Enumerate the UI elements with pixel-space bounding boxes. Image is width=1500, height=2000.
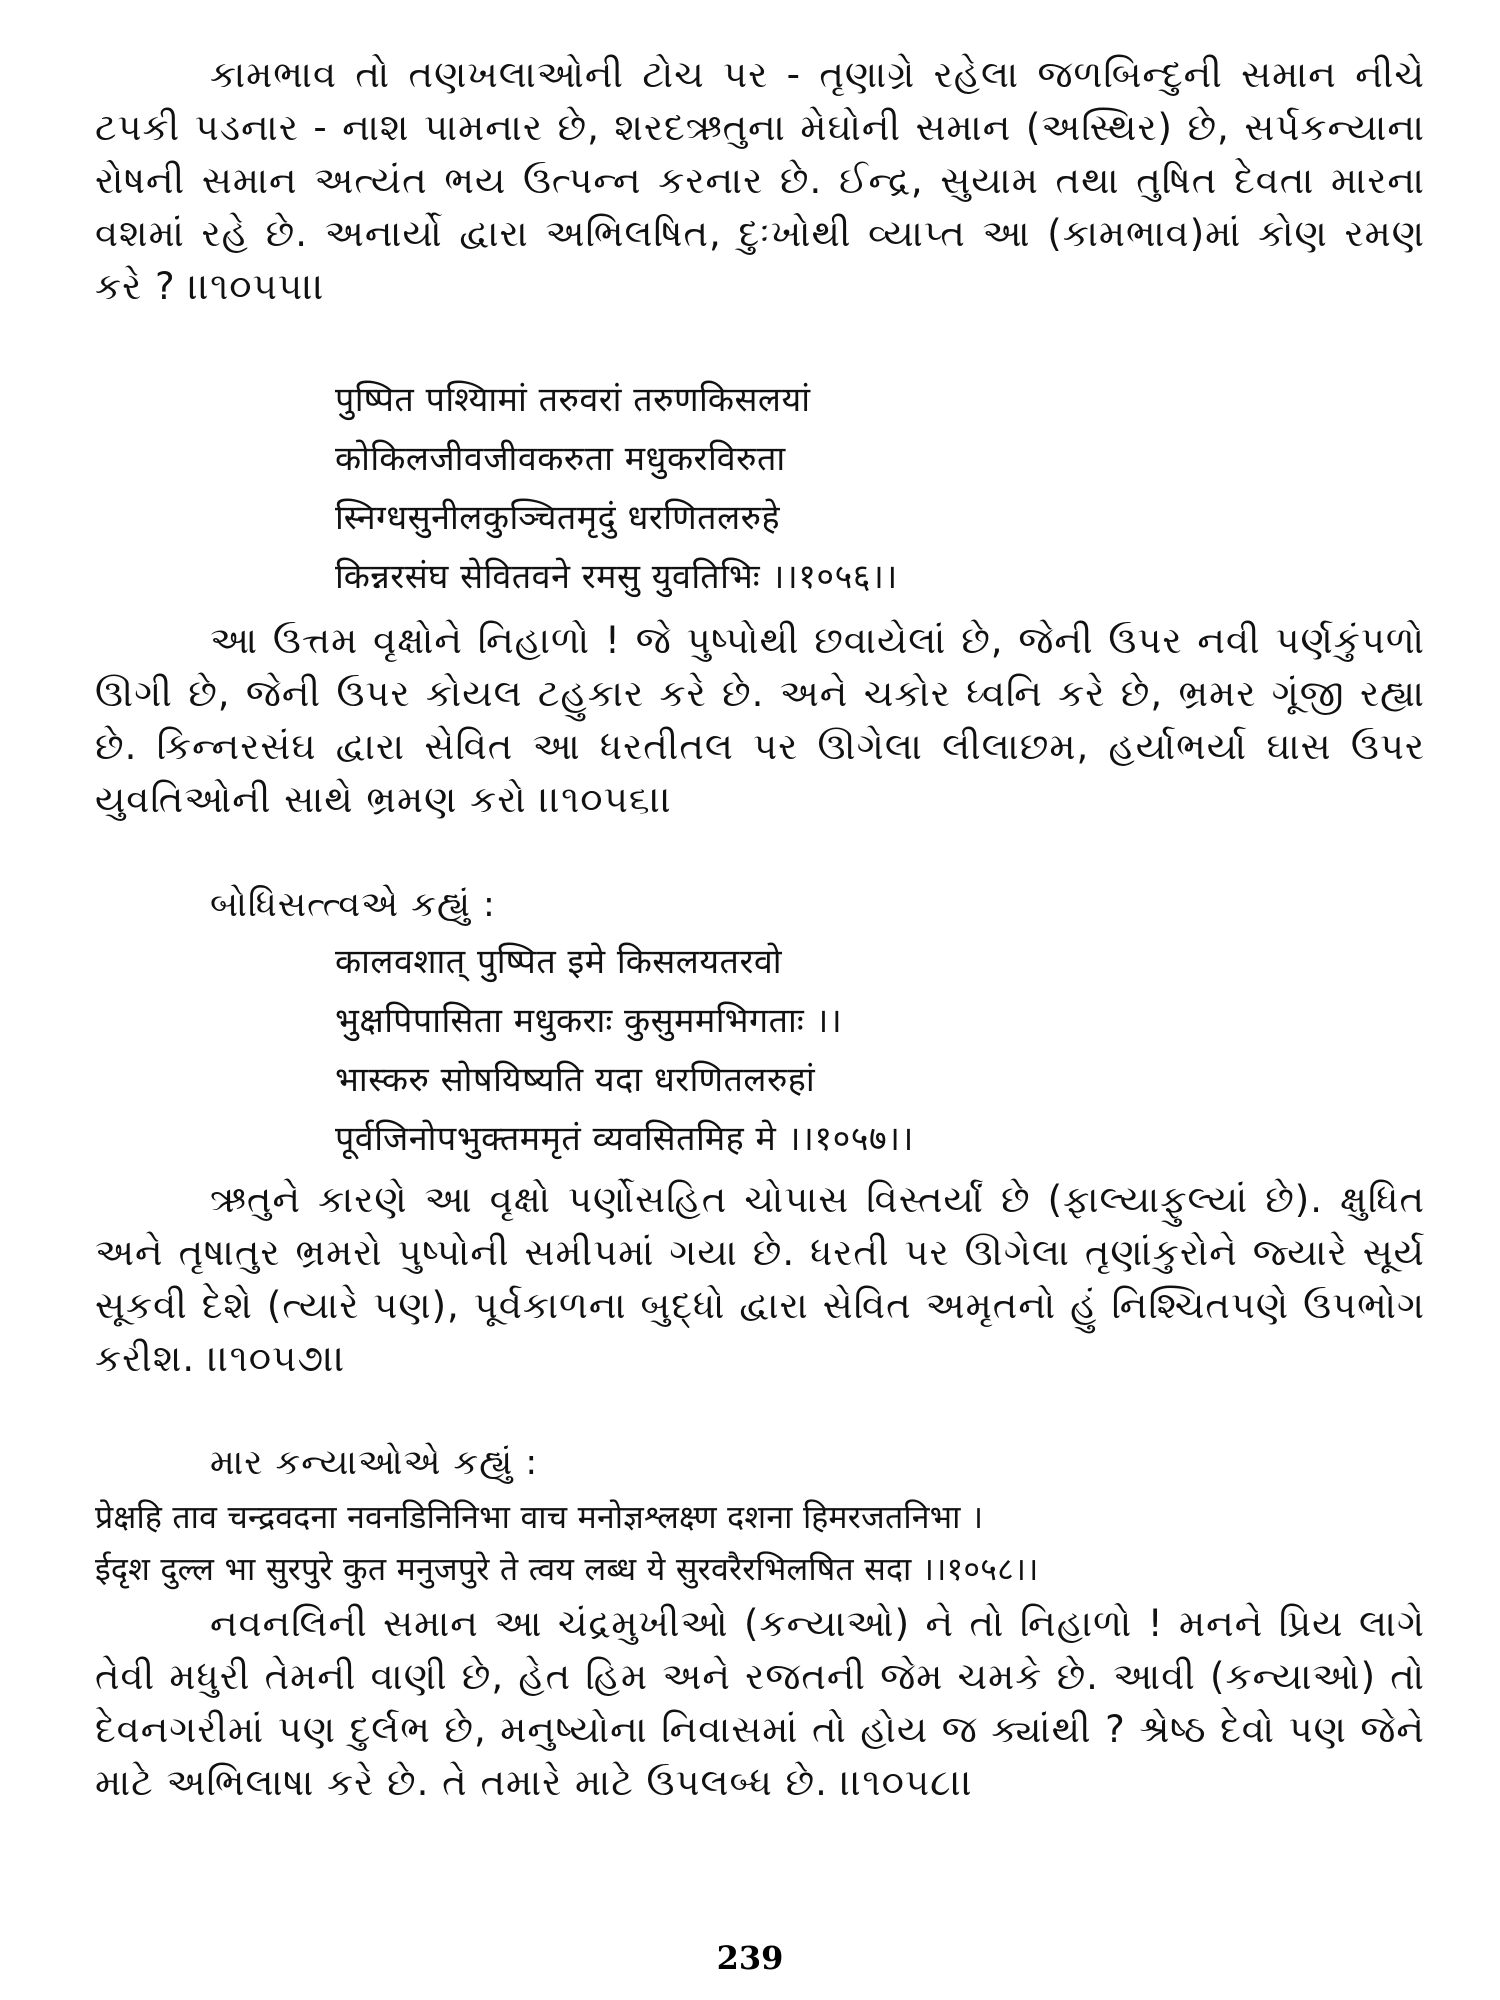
paragraph-text: નવનલિની સમાન આ ચંદ્રમુખીઓ (કન્યાઓ) ને તો નિહાળો ! મનને પ્રિય લાગે તેવી મધુરી તેમની વાણી છે, હેત હિમ અને રજતની જેમ ચમકે છે. આવી (કન્યાઓ) તો દેવનગરીમાં પણ દુર્લભ છે, મનુષ્યોના નિવાસમાં તો હોય જ ક્યાંથી ? શ્રેષ્ઠ દેવો પણ જેને માટે અભિલાષા કરે છે. તે તમારે માટે ઉપલબ્ધ છે. ।।૧૦૫૮।।: [95, 1602, 1425, 1804]
verse-line: स्निग्धसुनीलकुञ्चितमृदुं धरणितलरुहे: [335, 498, 781, 538]
verse-line: प्रेक्षहि ताव चन्द्रवदना नवनडिनिनिभा वाच मनोज्ञश्लक्ष्ण दशना हिमरजतनिभा ।: [95, 1498, 984, 1536]
paragraph-text: કામભાવ તો તણખલાઓની ટોચ પર - તૃણાગ્રે રહેલા જળબિન્દુની સમાન નીચે ટપકી પડનાર - નાશ પામનાર છે, શરદઋતુના મેઘોની સમાન (અસ્થિર) છે, સર્પકન્યાના રોષની સમાન અત્યંત ભય ઉત્પન્ન કરનાર છે. ઈન્દ્ર, સુયામ તથા તુષિત દેવતા મારના વશમાં રહે છે. અનાર્યો દ્વારા અભિલષિત, દુઃખોથી વ્યાપ્ત આ (કામભાવ)માં કોણ રમણ કરે ? ।।૧૦૫૫।।: [95, 53, 1425, 308]
speaker-label-mara-daughters: માર કન્યાઓએ કહ્યું :: [210, 1443, 539, 1483]
verse-line: भुक्षपिपासिता मधुकराः कुसुममभिगताः ।।: [335, 1001, 843, 1041]
page-number: 239: [716, 1939, 784, 1977]
paragraph-1057: [95, 1173, 1425, 1385]
paragraph-text: ઋતુને કારણે આ વૃક્ષો પર્ણોસહિત ચોપાસ વિસ્તર્યાં છે (ફાલ્યાફુલ્યાં છે). ક્ષુધિત અને તૃષાતુર ભ્રમરો પુષ્પોની સમીપમાં ગયા છે. ધરતી પર ઊગેલા તૃણાંકુરોને જ્યારે સૂર્ય સૂકવી દેશે (ત્યારે પણ), પૂર્વકાળના બુદ્ધો દ્વારા સેવિત અમૃતનો હું નિશ્ચિતપણે ઉપભોગ કરીશ. ।।૧૦૫૭।।: [95, 1178, 1425, 1380]
verse-1057: [335, 933, 914, 1169]
verse-line: ईदृश दुल्ल भा सुरपुरे कुत मनुजपुरे ते त्वय लब्ध ये सुरवरैरभिलषित सदा ।।१०५८।।: [95, 1550, 1039, 1588]
paragraph-1055: [95, 48, 1425, 313]
paragraph-1056: [95, 614, 1425, 826]
verse-line: भास्करु सोषयिष्यति यदा धरणितलरुहां: [335, 1060, 816, 1100]
verse-line: कालवशात् पुष्पित इमे किसलयतरवो: [335, 942, 783, 982]
verse-line: कोकिलजीवजीवकरुता मधुकरविरुता: [335, 439, 786, 479]
verse-line: किन्नरसंघ सेवितवने रमसु युवतिभिः ।।१०५६।।: [335, 557, 898, 597]
verse-1058: [95, 1491, 1430, 1595]
verse-line: पूर्वजिनोपभुक्तममृतं व्यवसितमिह मे ।।१०५७।।: [335, 1119, 914, 1159]
verse-line: पुष्पित पश्यिामां तरुवरां तरुणकिसलयां: [335, 380, 811, 420]
paragraph-text: આ ઉત્તમ વૃક્ષોને નિહાળો ! જે પુષ્પોથી છવાયેલાં છે, જેની ઉપર નવી પર્ણકુંપળો ઊગી છે, જેની ઉપર કોયલ ટહુકાર કરે છે. અને ચકોર ધ્વનિ કરે છે, ભ્રમર ગૂંજી રહ્યા છે. કિન્નરસંઘ દ્વારા સેવિત આ ધરતીતલ પર ઊગેલા લીલાછમ, હર્યાભર્યા ઘાસ ઉપર યુવતિઓની સાથે ભ્રમણ કરો ।।૧૦૫૬।।: [95, 619, 1425, 821]
speaker-label-bodhisattva: બોધિસત્ત્વએ કહ્યું :: [210, 885, 496, 925]
verse-1056: [335, 371, 898, 607]
paragraph-1058: [95, 1597, 1425, 1809]
